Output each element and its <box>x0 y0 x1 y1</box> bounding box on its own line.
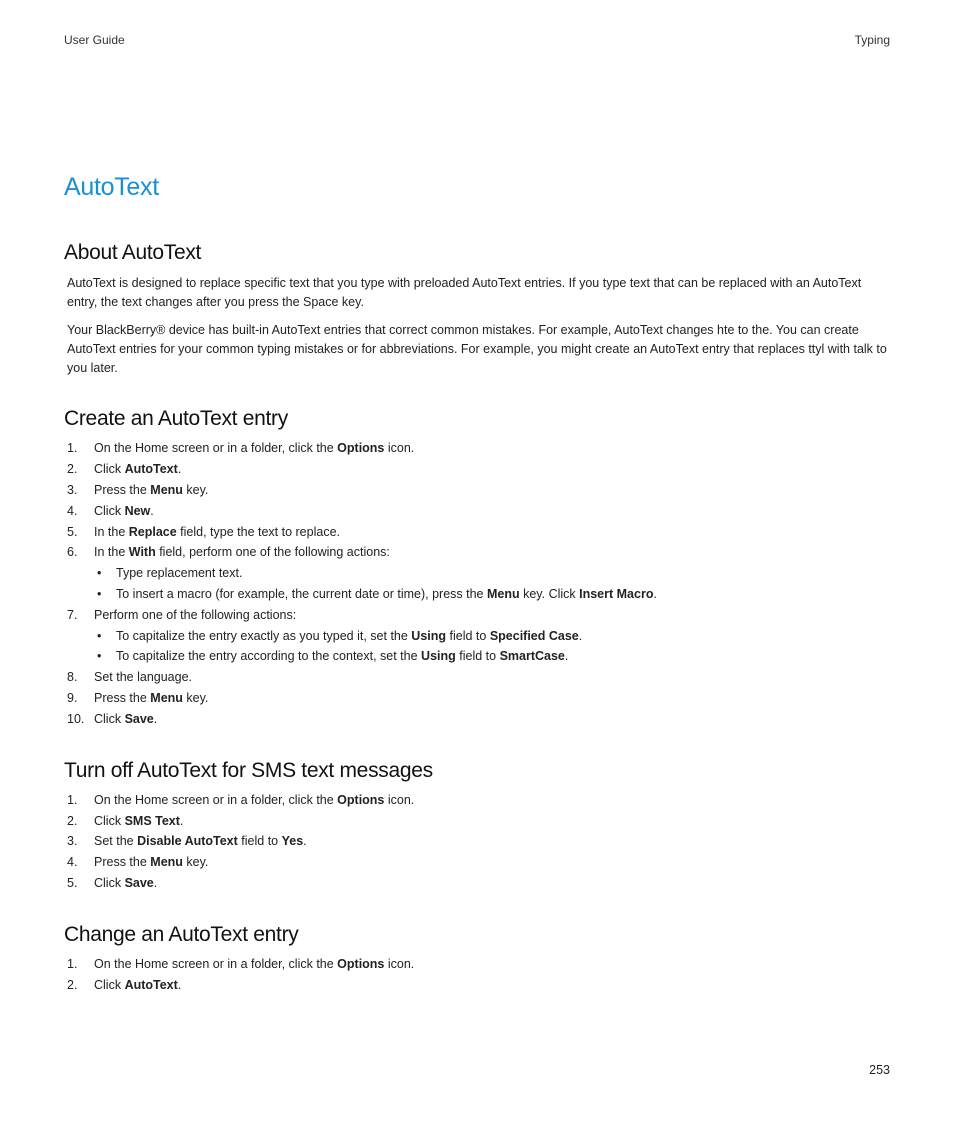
ui-term: Insert Macro <box>579 586 654 601</box>
step-number: 5. <box>67 524 78 539</box>
step-text: Click <box>94 711 125 726</box>
step-text: . <box>177 977 182 992</box>
step-number: 2. <box>67 977 78 992</box>
step-number: 1. <box>67 956 78 971</box>
ui-term: Options <box>337 956 385 971</box>
step-text: . <box>578 628 583 643</box>
step-number: 10. <box>67 711 85 726</box>
step-number: 3. <box>67 834 78 849</box>
step-item <box>64 873 892 894</box>
bullet-icon: • <box>97 586 102 601</box>
step-item <box>64 709 892 730</box>
step-text: icon. <box>384 441 415 456</box>
sub-bullet-item <box>94 626 892 647</box>
step-text: . <box>653 586 657 601</box>
step-text: Click <box>94 813 125 828</box>
header-section-title: Typing <box>854 33 890 47</box>
step-text: . <box>153 875 158 890</box>
step-text: field, perform one of the following actions: <box>155 545 390 560</box>
step-text: On the Home screen or in a folder, click the <box>94 441 338 456</box>
step-item <box>64 501 892 522</box>
step-number: 8. <box>67 670 78 685</box>
section-heading-about: About AutoText <box>64 241 202 264</box>
step-item <box>64 667 892 688</box>
step-text: In the <box>94 545 129 560</box>
ui-term: AutoText <box>124 977 178 992</box>
page-title: AutoText <box>64 173 159 201</box>
step-text: key. <box>182 482 209 497</box>
step-text: To capitalize the entry according to the context, set the <box>116 649 422 664</box>
ui-term: Save <box>124 875 154 890</box>
ui-term: Disable AutoText <box>137 834 238 849</box>
step-number: 4. <box>67 855 78 870</box>
step-text: Set the <box>94 834 138 849</box>
step-number: 4. <box>67 503 78 518</box>
page-number: 253 <box>869 1063 890 1077</box>
ui-term: Menu <box>486 586 520 601</box>
step-text: Type replacement text. <box>116 566 243 581</box>
ui-term: Menu <box>150 855 183 870</box>
step-text: To capitalize the entry exactly as you typed it, set the <box>116 628 412 643</box>
ui-term: Options <box>337 441 385 456</box>
step-item <box>64 831 892 852</box>
bullet-icon: • <box>97 628 102 643</box>
step-text: . <box>177 462 182 477</box>
step-text: On the Home screen or in a folder, click the <box>94 956 338 971</box>
sub-bullet-list <box>94 563 892 605</box>
section-heading-change: Change an AutoText entry <box>64 922 299 946</box>
step-number: 6. <box>67 545 78 560</box>
step-item <box>64 459 892 480</box>
step-text: . <box>564 649 569 664</box>
step-item <box>64 522 892 543</box>
sms-steps-list <box>64 790 892 894</box>
step-text: icon. <box>384 792 415 807</box>
bullet-icon: • <box>97 649 102 664</box>
step-item <box>64 480 892 501</box>
step-text: Set the language. <box>94 670 192 685</box>
sub-bullet-item <box>94 563 892 584</box>
step-number: 1. <box>67 792 78 807</box>
step-text: Click <box>94 462 125 477</box>
step-text: Click <box>94 875 125 890</box>
ui-term: Using <box>421 649 456 664</box>
step-text: . <box>150 503 154 518</box>
step-item <box>64 852 892 873</box>
ui-term: Menu <box>150 482 183 497</box>
ui-term: With <box>128 545 156 560</box>
step-item <box>64 790 892 811</box>
step-item <box>64 605 892 667</box>
step-text: On the Home screen or in a folder, click the <box>94 792 338 807</box>
step-text: Press the <box>94 855 151 870</box>
step-item <box>64 438 892 459</box>
about-paragraph-1: AutoText is designed to replace specific text that you type with preloaded AutoText entries. If you type text that can be replaced with an AutoText entry, the text changes after you press the Space key. <box>67 276 862 310</box>
step-text: key. Click <box>519 586 580 601</box>
step-item <box>64 811 892 832</box>
step-text: Perform one of the following actions: <box>94 607 297 622</box>
step-number: 5. <box>67 875 78 890</box>
step-text: field to <box>455 649 500 664</box>
ui-term: Using <box>411 628 447 643</box>
ui-term: SMS Text <box>124 813 180 828</box>
sub-bullet-list <box>94 626 892 668</box>
step-text: . <box>153 711 158 726</box>
ui-term: Replace <box>128 524 177 539</box>
step-text: Press the <box>94 690 151 705</box>
step-number: 2. <box>67 813 78 828</box>
step-number: 2. <box>67 462 78 477</box>
ui-term: Options <box>337 792 385 807</box>
step-text: Press the <box>94 482 151 497</box>
bullet-icon: • <box>97 566 102 581</box>
step-number: 9. <box>67 690 78 705</box>
step-text: field to <box>237 834 282 849</box>
step-item <box>64 954 892 975</box>
ui-term: AutoText <box>124 462 178 477</box>
sub-bullet-item <box>94 584 892 605</box>
step-item <box>64 688 892 709</box>
step-text: Click <box>94 503 125 518</box>
step-text: field, type the text to replace. <box>176 524 340 539</box>
sub-bullet-item <box>94 646 892 667</box>
step-text: In the <box>94 524 129 539</box>
step-item <box>64 542 892 604</box>
create-steps-list <box>64 438 892 729</box>
ui-term: Save <box>124 711 154 726</box>
ui-term: Yes <box>281 834 304 849</box>
step-item <box>64 975 892 996</box>
ui-term: Menu <box>150 690 183 705</box>
step-text: To insert a macro (for example, the current date or time), press the <box>116 586 487 601</box>
step-number: 7. <box>67 607 78 622</box>
ui-term: New <box>124 503 151 518</box>
section-heading-create: Create an AutoText entry <box>64 407 288 431</box>
section-heading-sms: Turn off AutoText for SMS text messages <box>64 758 433 782</box>
step-number: 1. <box>67 441 78 456</box>
step-text: key. <box>182 690 209 705</box>
ui-term: SmartCase <box>499 649 565 664</box>
step-text: key. <box>182 855 209 870</box>
step-text: icon. <box>384 956 415 971</box>
step-text: . <box>179 813 184 828</box>
step-text: . <box>303 834 307 849</box>
change-steps-list <box>64 954 892 996</box>
page-content <box>64 172 892 995</box>
step-text: Click <box>94 977 125 992</box>
header-guide-title: User Guide <box>64 33 125 47</box>
ui-term: Specified Case <box>489 628 579 643</box>
step-text: field to <box>446 628 490 643</box>
about-paragraph-2: Your BlackBerry® device has built-in AutoText entries that correct common mistakes. For example, AutoText changes hte to the. You can create AutoText entries for your common typing mistakes or for abbreviations. For example, you might create an AutoText entry that replaces ttyl with talk to you later. <box>67 323 887 376</box>
step-number: 3. <box>67 482 78 497</box>
